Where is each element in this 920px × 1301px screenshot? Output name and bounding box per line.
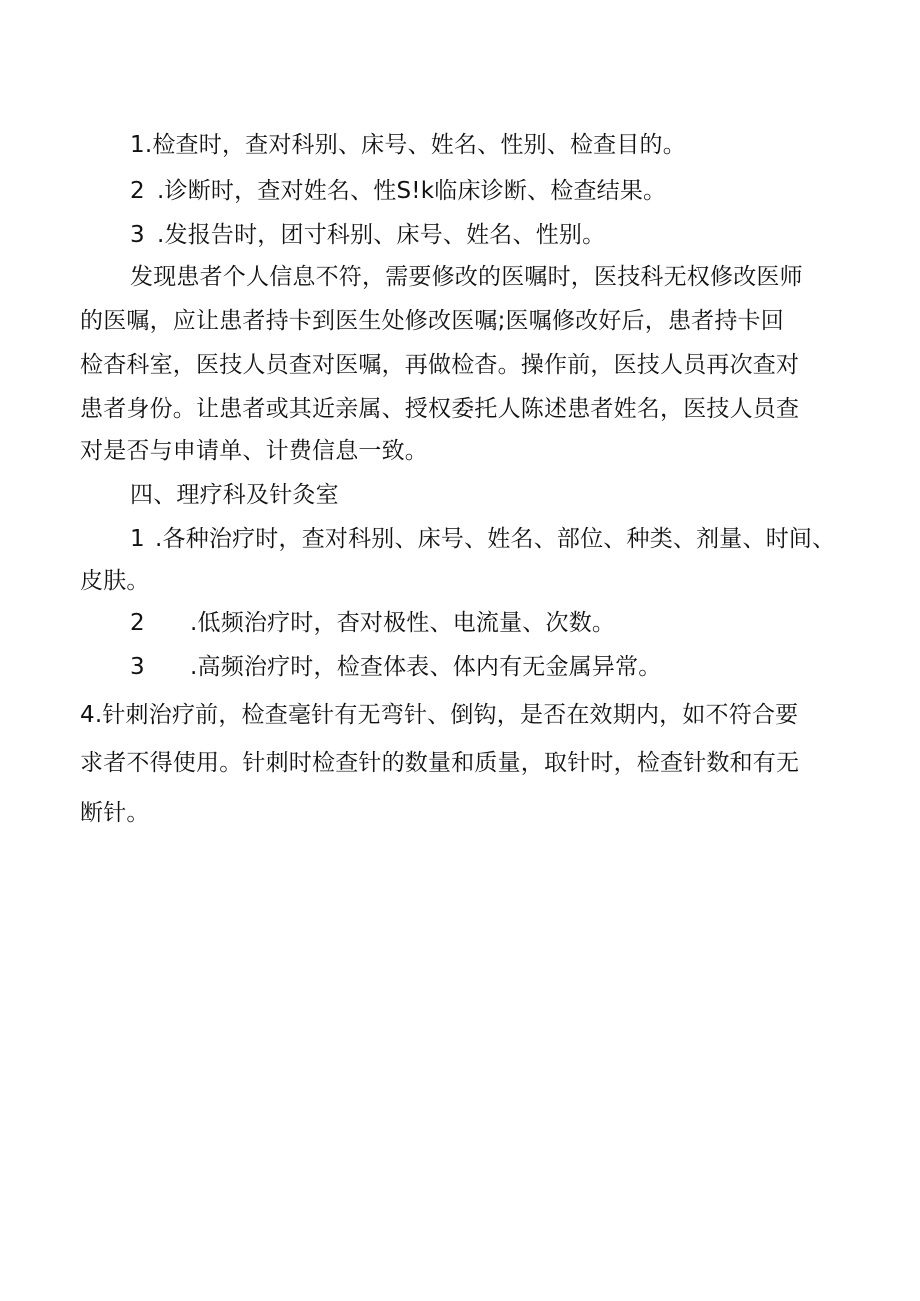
text-line: 4.针刺治疗前，检查毫针有无弯针、倒钩，是否在效期内，如不符合要 — [80, 702, 799, 728]
text-line: 断针。 — [80, 800, 150, 826]
paragraph-line: 的医嘱，应让患者持卡到医生处修改医嘱;医嘱修改好后，患者持卡回 — [80, 308, 784, 334]
paragraph-line: 对是否与申请单、计费信息一致。 — [80, 438, 428, 464]
text-line: .诊断时，查对姓名、性S!k临床诊断、检查结果。 — [157, 178, 667, 204]
list-number: 3 — [130, 654, 145, 680]
list-number: 1 — [130, 526, 145, 552]
list-number: 2 — [130, 178, 145, 204]
paragraph-line: 发现患者个人信息不符，需要修改的医嘱时，医技科无权修改医师 — [130, 264, 803, 290]
text-line: 皮肤。 — [80, 568, 150, 594]
list-number: 2 — [130, 610, 145, 636]
text-line: .发报告时，团寸科别、床号、姓名、性别。 — [157, 222, 606, 248]
text-line: .低频治疗时，杳对极性、电流量、次数。 — [190, 610, 616, 636]
paragraph-line: 患者身份。让患者或其近亲属、授权委托人陈述患者姓名，医技人员查 — [80, 396, 800, 422]
list-number: 3 — [130, 222, 145, 248]
text-line: .各种治疗时，查对科别、床号、姓名、部位、种类、剂量、时间、 — [155, 526, 836, 552]
text-line: 1.检查时，查对科别、床号、姓名、性别、检查目的。 — [130, 132, 686, 158]
text-line: 求者不得使用。针刺时检查针的数量和质量，取针时，检查针数和有无 — [80, 750, 800, 776]
section-heading: 四、理疗科及针灸室 — [130, 482, 339, 508]
paragraph-line: 检杳科室，医技人员查对医嘱，再做检杳。操作前，医技人员再次查对 — [80, 352, 800, 378]
text-line: .高频治疗时，检查体表、体内有无金属异常。 — [190, 654, 662, 680]
